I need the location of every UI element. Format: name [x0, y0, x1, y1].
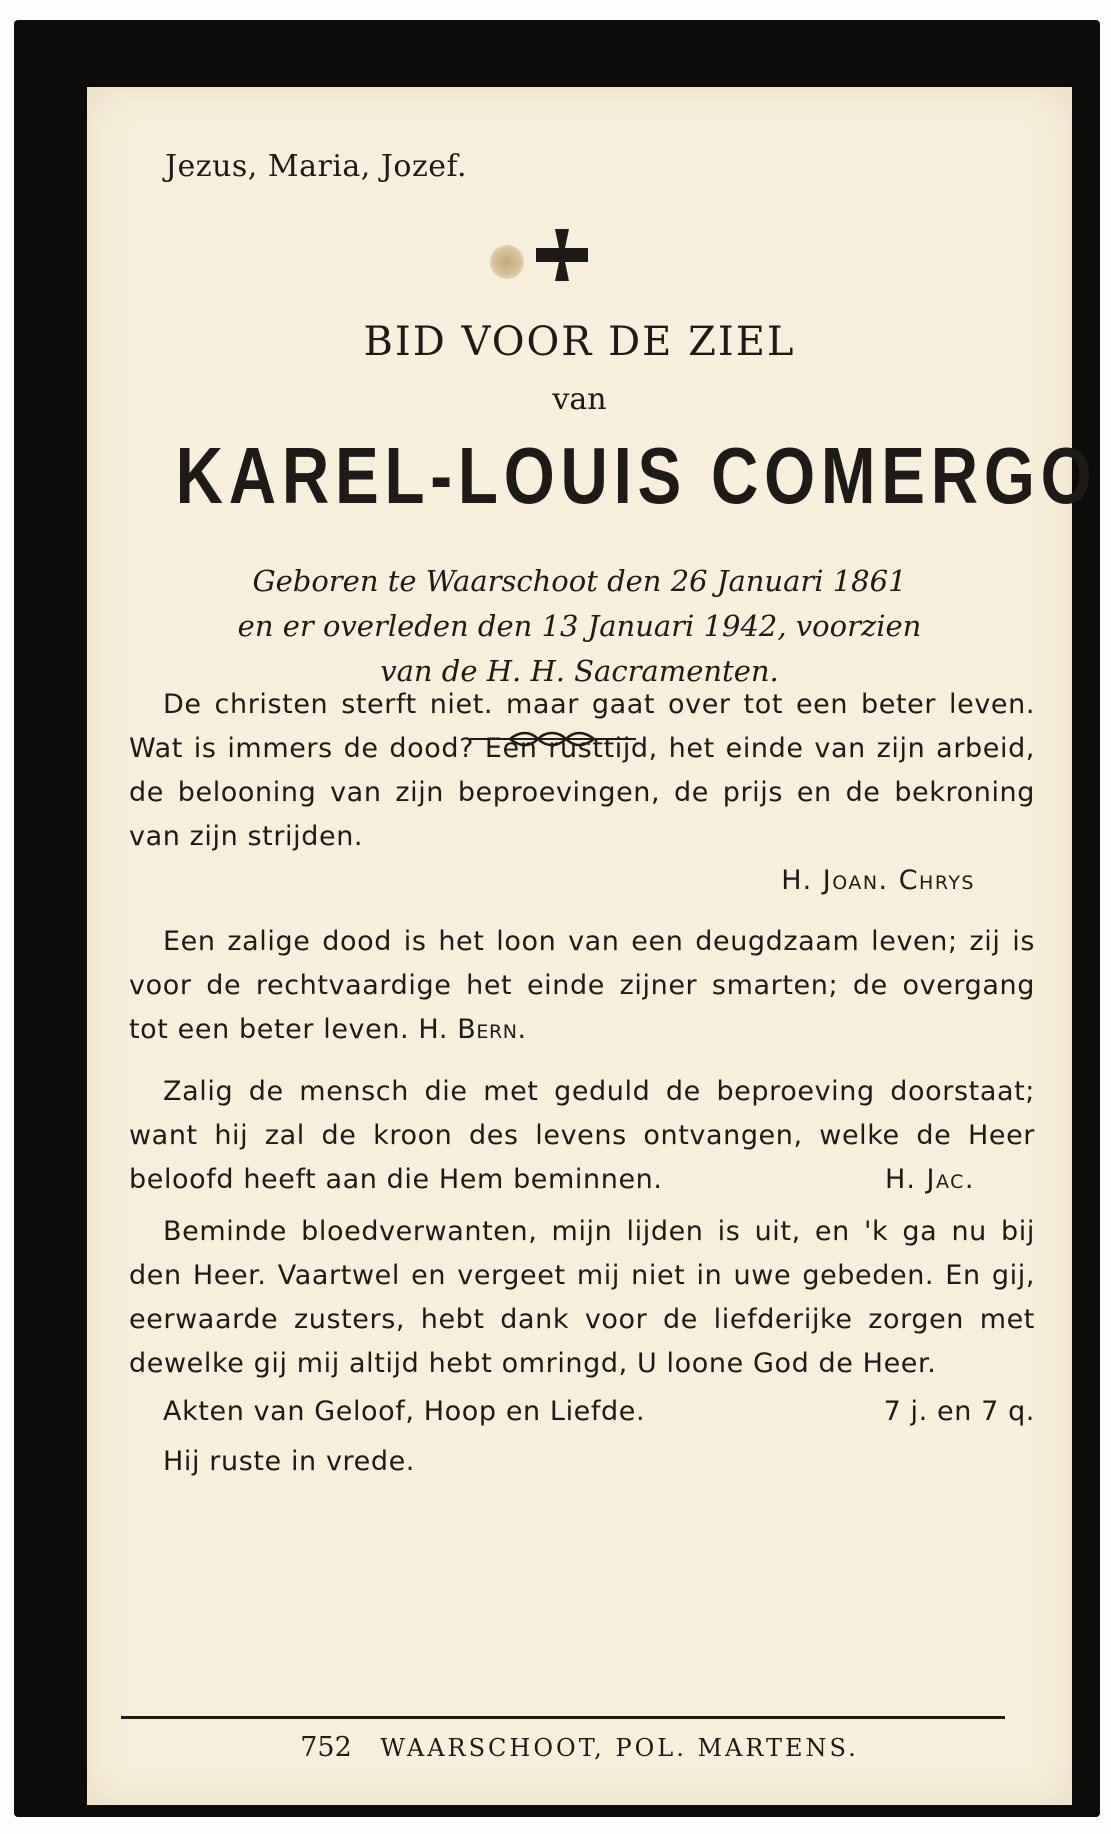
acts-line — [129, 1390, 1035, 1434]
footer-rule — [121, 1716, 1005, 1719]
body-text — [129, 683, 1035, 903]
indulgence: 7 j. en 7 q. — [883, 1396, 1035, 1427]
acts-row — [129, 1390, 1035, 1484]
paragraph-2 — [129, 920, 1035, 1052]
dates-line-2: en er overleden den 13 Januari 1942, voorzien — [237, 609, 922, 643]
deceased-name: KAREL-LOUIS COMERGO — [175, 431, 1098, 520]
acts-label: Akten van Geloof, Hoop en Liefde. — [163, 1396, 646, 1427]
body-text-4 — [129, 1210, 1035, 1386]
heading-van: van — [552, 382, 607, 417]
card-paper — [87, 87, 1098, 1805]
paragraph-4: Beminde bloedverwanten, mijn lijden is uit, en 'k ga nu bij den Heer. Vaartwel en vergeet mij niet in uwe gebeden. En gij, eerwaarde zusters, hebt dank voor de liefderijke zorgen met dewelke gij mij altijd hebt omringd, U loone God de Heer. — [129, 1216, 1035, 1379]
body-text-2 — [129, 920, 1035, 1052]
attribution-2: H. Bern. — [418, 1014, 527, 1045]
paper-stain — [490, 245, 524, 279]
printer-text: WAARSCHOOT, POL. MARTENS. — [380, 1734, 859, 1762]
printer-number: 752 — [300, 1732, 352, 1763]
paragraph-3: Zalig de mensch die met geduld de beproeving doorstaat; want hij zal de kroon des levens ontvangen, welke de Heer beloofd heeft aan die Hem beminnen. — [129, 1076, 1035, 1195]
closing-line: Hij ruste in vrede. — [163, 1446, 415, 1477]
life-dates — [87, 559, 1072, 694]
printer-line — [87, 1732, 1072, 1763]
body-text-3 — [129, 1070, 1035, 1202]
memorial-card — [14, 20, 1100, 1817]
cross-pattee-icon — [534, 227, 590, 283]
paragraph-1: De christen sterft niet. maar gaat over tot een beter leven. Wat is immers de dood? Een rusttijd, het einde van zijn arbeid, de belooning van zijn beproevingen, de prijs en de bekroning van zijn strijden. — [129, 689, 1035, 852]
attribution-3: H. Jac. — [885, 1164, 975, 1195]
invocation: Jezus, Maria, Jozef. — [165, 149, 468, 184]
paragraph-2-text: Een zalige dood is het loon van een deugdzaam leven; zij is voor de rechtvaardige het einde zijner smarten; de overgang tot een beter leven. — [129, 926, 1035, 1045]
dates-line-1: Geboren te Waarschoot den 26 Januari 1861 — [252, 564, 907, 598]
dates-line-3: van de H. H. Sacramenten. — [380, 654, 779, 688]
attribution-1: H. Joan. Chrys — [781, 865, 975, 896]
prayer-heading: BID VOOR DE ZIEL — [363, 319, 796, 365]
